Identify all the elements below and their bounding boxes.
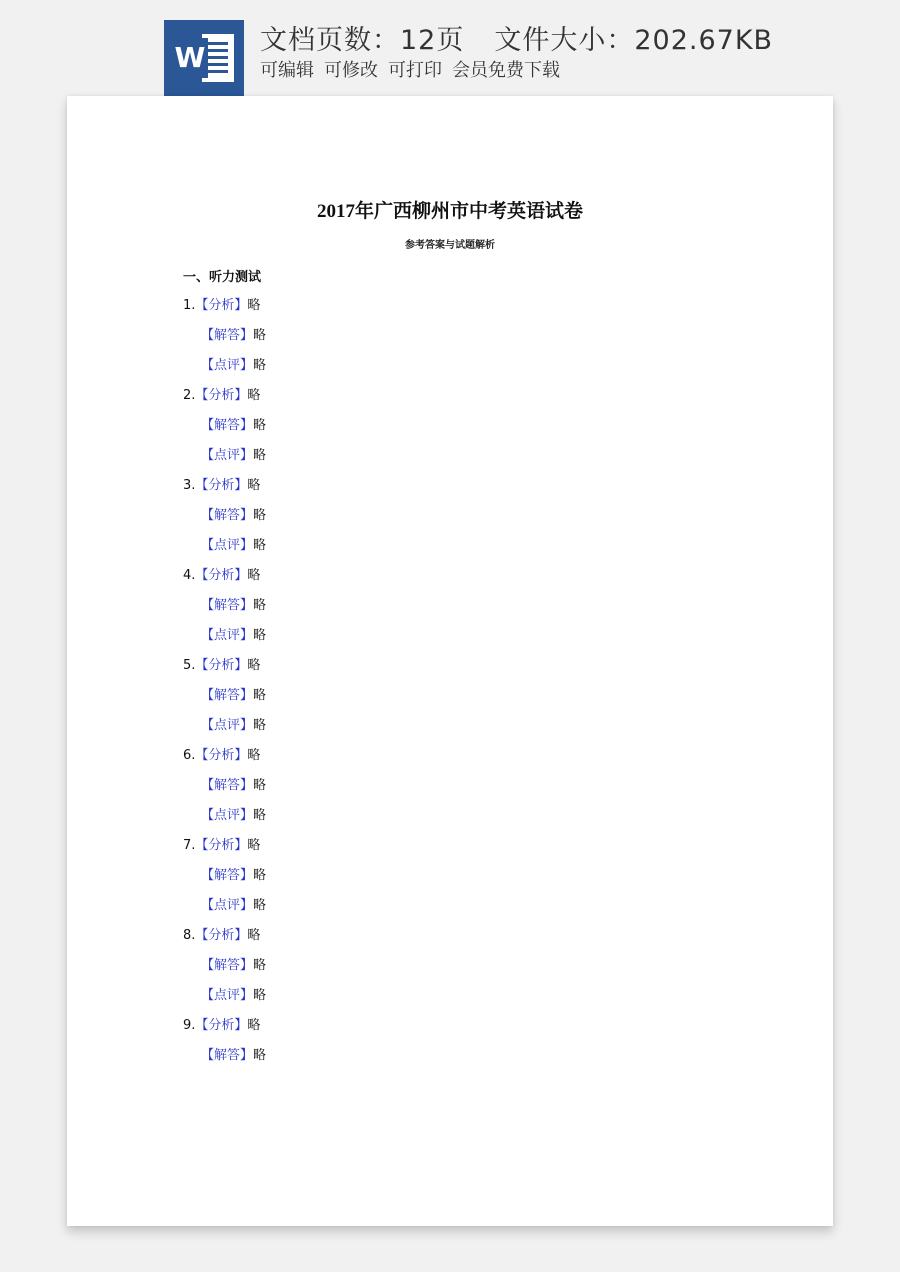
answer-tag: 【解答】 xyxy=(201,598,254,613)
analysis-text: 略 xyxy=(247,838,261,853)
comment-text: 略 xyxy=(253,358,267,373)
question-2-comment-row xyxy=(183,444,683,474)
analysis-text: 略 xyxy=(247,928,261,943)
analysis-tag: 【分析】 xyxy=(195,298,248,313)
comment-tag: 【点评】 xyxy=(201,718,254,733)
analysis-tag: 【分析】 xyxy=(195,568,248,583)
question-7-answer-row xyxy=(183,864,683,894)
answer-tag: 【解答】 xyxy=(201,688,254,703)
question-1-answer-row xyxy=(183,324,683,354)
question-1-comment-row xyxy=(183,354,683,384)
comment-text: 略 xyxy=(253,628,267,643)
question-6-answer-row xyxy=(183,774,683,804)
question-3-answer-row xyxy=(183,504,683,534)
comment-text: 略 xyxy=(253,898,267,913)
comment-text: 略 xyxy=(253,448,267,463)
question-list xyxy=(183,294,683,1074)
feature-member-download: 会员免费下载 xyxy=(452,60,560,81)
word-letter-badge: W xyxy=(172,38,208,78)
question-4-analysis-row xyxy=(183,564,683,594)
document-page xyxy=(67,96,833,1226)
analysis-text: 略 xyxy=(247,388,261,403)
question-number: 4. xyxy=(183,568,196,583)
question-number: 7. xyxy=(183,838,196,853)
answer-text: 略 xyxy=(253,328,267,343)
analysis-text: 略 xyxy=(247,748,261,763)
feature-modifiable: 可修改 xyxy=(324,60,378,81)
question-7-comment-row xyxy=(183,894,683,924)
page-count: 文档页数：12页 xyxy=(260,25,465,56)
analysis-tag: 【分析】 xyxy=(195,1018,248,1033)
answer-text: 略 xyxy=(253,598,267,613)
question-5-analysis-row xyxy=(183,654,683,684)
question-number: 6. xyxy=(183,748,196,763)
answer-text: 略 xyxy=(253,958,267,973)
analysis-text: 略 xyxy=(247,1018,261,1033)
answer-text: 略 xyxy=(253,778,267,793)
question-4-answer-row xyxy=(183,594,683,624)
question-5-answer-row xyxy=(183,684,683,714)
question-1-analysis-row xyxy=(183,294,683,324)
comment-text: 略 xyxy=(253,718,267,733)
comment-tag: 【点评】 xyxy=(201,988,254,1003)
question-7-analysis-row xyxy=(183,834,683,864)
answer-tag: 【解答】 xyxy=(201,778,254,793)
analysis-tag: 【分析】 xyxy=(195,388,248,403)
file-size: 文件大小：202.67KB xyxy=(494,25,774,56)
feature-printable: 可打印 xyxy=(388,60,442,81)
question-number: 5. xyxy=(183,658,196,673)
word-document-icon xyxy=(164,20,244,96)
analysis-tag: 【分析】 xyxy=(195,748,248,763)
comment-tag: 【点评】 xyxy=(201,448,254,463)
question-8-comment-row xyxy=(183,984,683,1014)
comment-text: 略 xyxy=(253,988,267,1003)
question-number: 9. xyxy=(183,1018,196,1033)
feature-list xyxy=(260,56,570,82)
feature-editable: 可编辑 xyxy=(260,60,314,81)
analysis-tag: 【分析】 xyxy=(195,928,248,943)
question-9-answer-row xyxy=(183,1044,683,1074)
answer-tag: 【解答】 xyxy=(201,328,254,343)
question-6-comment-row xyxy=(183,804,683,834)
question-9-analysis-row xyxy=(183,1014,683,1044)
answer-text: 略 xyxy=(253,688,267,703)
answer-tag: 【解答】 xyxy=(201,508,254,523)
comment-tag: 【点评】 xyxy=(201,538,254,553)
question-2-answer-row xyxy=(183,414,683,444)
question-2-analysis-row xyxy=(183,384,683,414)
analysis-text: 略 xyxy=(247,298,261,313)
answer-text: 略 xyxy=(253,1048,267,1063)
analysis-tag: 【分析】 xyxy=(195,478,248,493)
answer-tag: 【解答】 xyxy=(201,1048,254,1063)
answer-text: 略 xyxy=(253,868,267,883)
answer-tag: 【解答】 xyxy=(201,868,254,883)
analysis-text: 略 xyxy=(247,478,261,493)
question-number: 2. xyxy=(183,388,196,403)
analysis-tag: 【分析】 xyxy=(195,838,248,853)
question-3-analysis-row xyxy=(183,474,683,504)
file-info xyxy=(260,18,773,57)
answer-tag: 【解答】 xyxy=(201,418,254,433)
question-3-comment-row xyxy=(183,534,683,564)
question-6-analysis-row xyxy=(183,744,683,774)
question-number: 8. xyxy=(183,928,196,943)
document-title: 2017年广西柳州市中考英语试卷 xyxy=(316,201,583,222)
question-5-comment-row xyxy=(183,714,683,744)
analysis-text: 略 xyxy=(247,568,261,583)
answer-tag: 【解答】 xyxy=(201,958,254,973)
document-subtitle: 参考答案与试题解析 xyxy=(405,240,495,251)
header-banner xyxy=(0,0,900,100)
answer-text: 略 xyxy=(253,508,267,523)
comment-tag: 【点评】 xyxy=(201,898,254,913)
section-heading: 一、听力测试 xyxy=(183,270,262,285)
question-8-answer-row xyxy=(183,954,683,984)
analysis-text: 略 xyxy=(247,658,261,673)
comment-text: 略 xyxy=(253,808,267,823)
question-number: 1. xyxy=(183,298,196,313)
comment-tag: 【点评】 xyxy=(201,628,254,643)
analysis-tag: 【分析】 xyxy=(195,658,248,673)
answer-text: 略 xyxy=(253,418,267,433)
comment-tag: 【点评】 xyxy=(201,358,254,373)
question-8-analysis-row xyxy=(183,924,683,954)
comment-text: 略 xyxy=(253,538,267,553)
question-4-comment-row xyxy=(183,624,683,654)
comment-tag: 【点评】 xyxy=(201,808,254,823)
question-number: 3. xyxy=(183,478,196,493)
